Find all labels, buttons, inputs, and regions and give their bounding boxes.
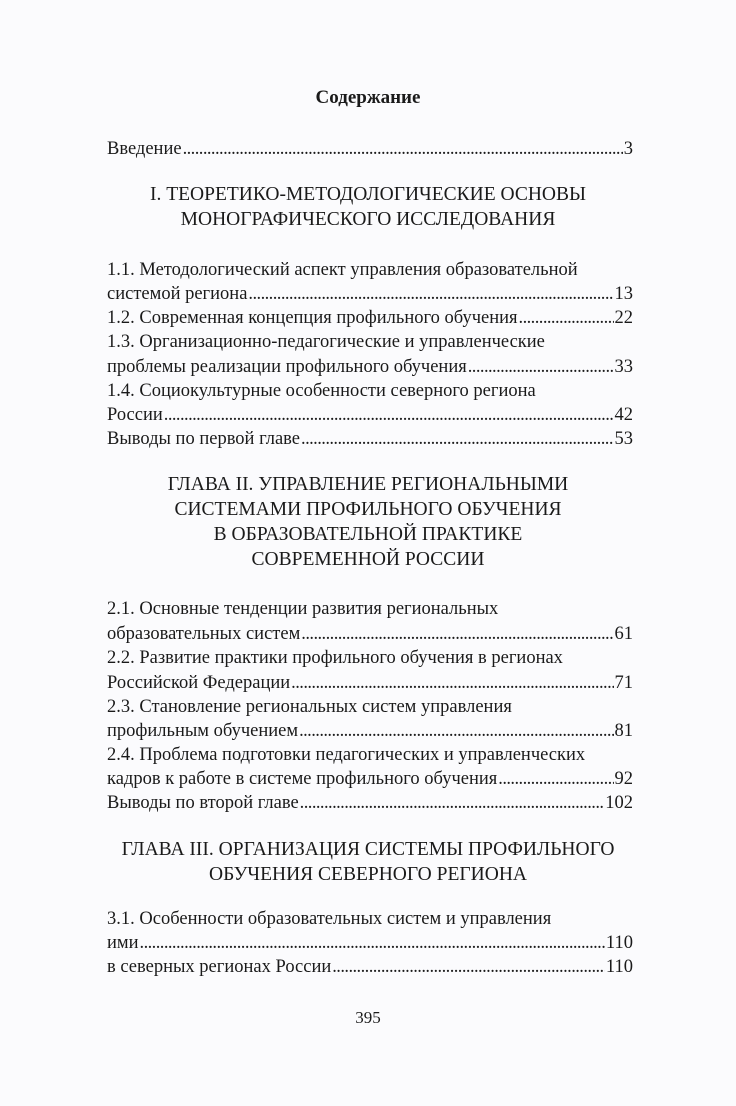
entry-page: 92	[614, 769, 633, 789]
entry-page: 81	[614, 721, 633, 741]
toc-entry-2-1-line-1[interactable]: 2.1. Основные тенденции развития региональных	[107, 599, 499, 619]
chapter-1-heading-line-2: МОНОГРАФИЧЕСКОГО ИССЛЕДОВАНИЯ	[180, 209, 556, 230]
chapter-1-heading-line-1: I. ТЕОРЕТИКО-МЕТОДОЛОГИЧЕСКИЕ ОСНОВЫ	[149, 184, 587, 205]
entry-page: 61	[614, 624, 633, 644]
chapter-2-heading-line-4: СОВРЕМЕННОЙ РОССИИ	[251, 549, 485, 570]
chapter-2-heading-line-2: СИСТЕМАМИ ПРОФИЛЬНОГО ОБУЧЕНИЯ	[174, 499, 562, 520]
entry-text: кадров к работе в системе профильного обучения	[107, 769, 498, 789]
entry-page: 110	[605, 957, 633, 977]
entry-text: в северных регионах России	[107, 957, 332, 977]
entry-text: Российской Федерации	[107, 673, 291, 693]
toc-entry-2-4-line-1[interactable]: 2.4. Проблема подготовки педагогических и управленческих	[107, 745, 586, 765]
entry-page: 110	[605, 933, 633, 953]
toc-entry-3-1-north[interactable]	[107, 955, 633, 979]
entry-text: системой региона	[107, 284, 248, 304]
entry-page: 33	[614, 357, 633, 377]
entry-text: Введение	[107, 139, 182, 159]
chapter-3-heading-line-1: ГЛАВА III. ОРГАНИЗАЦИЯ СИСТЕМЫ ПРОФИЛЬНОГО	[121, 839, 615, 860]
entry-text: 1.2. Современная концепция профильного обучения	[107, 308, 518, 328]
toc-entry-2-3-line-1[interactable]: 2.3. Становление региональных систем управления	[107, 697, 512, 717]
entry-page: 42	[614, 405, 633, 425]
entry-page: 13	[614, 284, 633, 304]
entry-text: профильным обучением	[107, 721, 299, 741]
toc-entry-2-2-line-1[interactable]: 2.2. Развитие практики профильного обучения в регионах	[107, 648, 563, 668]
entry-text: России	[107, 405, 163, 425]
entry-page: 3	[623, 139, 633, 159]
dot-leader	[140, 931, 605, 955]
chapter-2-heading-line-1: ГЛАВА II. УПРАВЛЕНИЕ РЕГИОНАЛЬНЫМИ	[167, 474, 569, 495]
page-number: 395	[355, 1008, 381, 1027]
toc-title: Содержание	[315, 87, 421, 108]
entry-page: 22	[614, 308, 633, 328]
toc-entry-3-1-line-1[interactable]: 3.1. Особенности образовательных систем и управления	[107, 909, 552, 929]
dot-leader	[332, 955, 605, 979]
entry-text: Выводы по второй главе	[107, 793, 299, 813]
entry-text: проблемы реализации профильного обучения	[107, 357, 467, 377]
chapter-2-heading-line-3: В ОБРАЗОВАТЕЛЬНОЙ ПРАКТИКЕ	[213, 524, 523, 545]
entry-page: 53	[614, 429, 633, 449]
entry-page: 71	[614, 673, 633, 693]
toc-entry-1-3-line-1[interactable]: 1.3. Организационно-педагогические и управленческие	[107, 332, 545, 352]
entry-text: Выводы по первой главе	[107, 429, 301, 449]
chapter-3-heading-line-2: ОБУЧЕНИЯ СЕВЕРНОГО РЕГИОНА	[209, 864, 527, 885]
chapter-3-entries	[107, 0, 633, 1106]
toc-entry-1-1-line-1[interactable]: 1.1. Методологический аспект управления образовательной	[107, 260, 578, 280]
entry-text: ими	[107, 933, 139, 953]
entry-text: образовательных систем	[107, 624, 301, 644]
toc-entry-1-4-line-1[interactable]: 1.4. Социокультурные особенности северного региона	[107, 381, 536, 401]
entry-page: 102	[605, 793, 633, 813]
toc-entry-3-1[interactable]	[107, 931, 633, 955]
